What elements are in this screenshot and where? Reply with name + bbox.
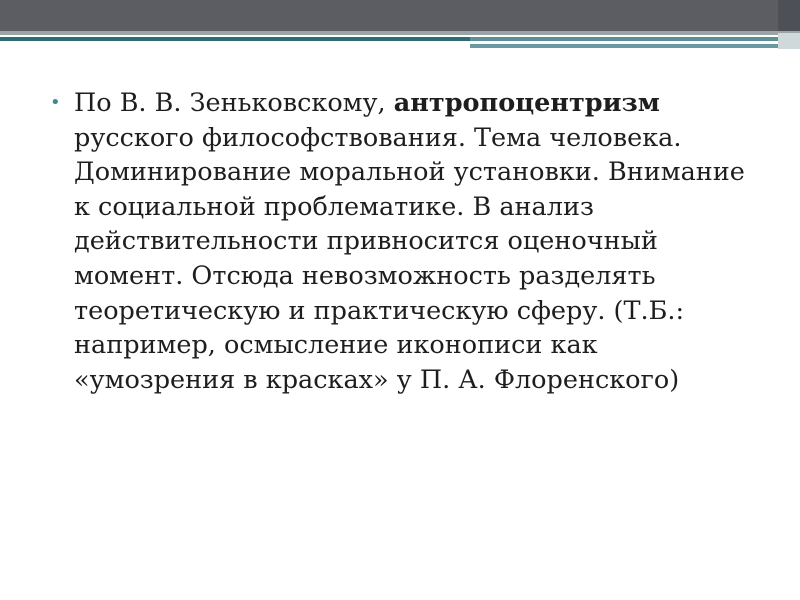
text-after-bold: русского философствования. Тема человека. Доминирование моральной установки. Внимание к социальной проблематике. В анализ действительности привносится оценочный момент. Отсюда невозможность разделять теоретическую и практическую сферу. (Т.Б.: например, осмысление иконописи как «умозрения в красках» у П. А. Флоренского) <box>74 122 745 395</box>
bullet-dot-icon: • <box>50 92 61 113</box>
bullet-text <box>74 88 745 395</box>
accent-bar-right-lower <box>470 44 778 48</box>
header-band <box>0 0 800 31</box>
header-stripe <box>0 31 800 35</box>
bold-term: антропоцентризм <box>393 88 660 118</box>
header-corner-block <box>778 0 800 31</box>
text-before-bold: По В. В. Зеньковскому, <box>74 88 386 118</box>
accent-bar-right-upper <box>470 37 778 41</box>
bullet-item <box>50 86 750 397</box>
accent-bar-left <box>0 37 470 41</box>
slide-content <box>50 86 750 397</box>
accent-corner-block <box>778 33 800 49</box>
